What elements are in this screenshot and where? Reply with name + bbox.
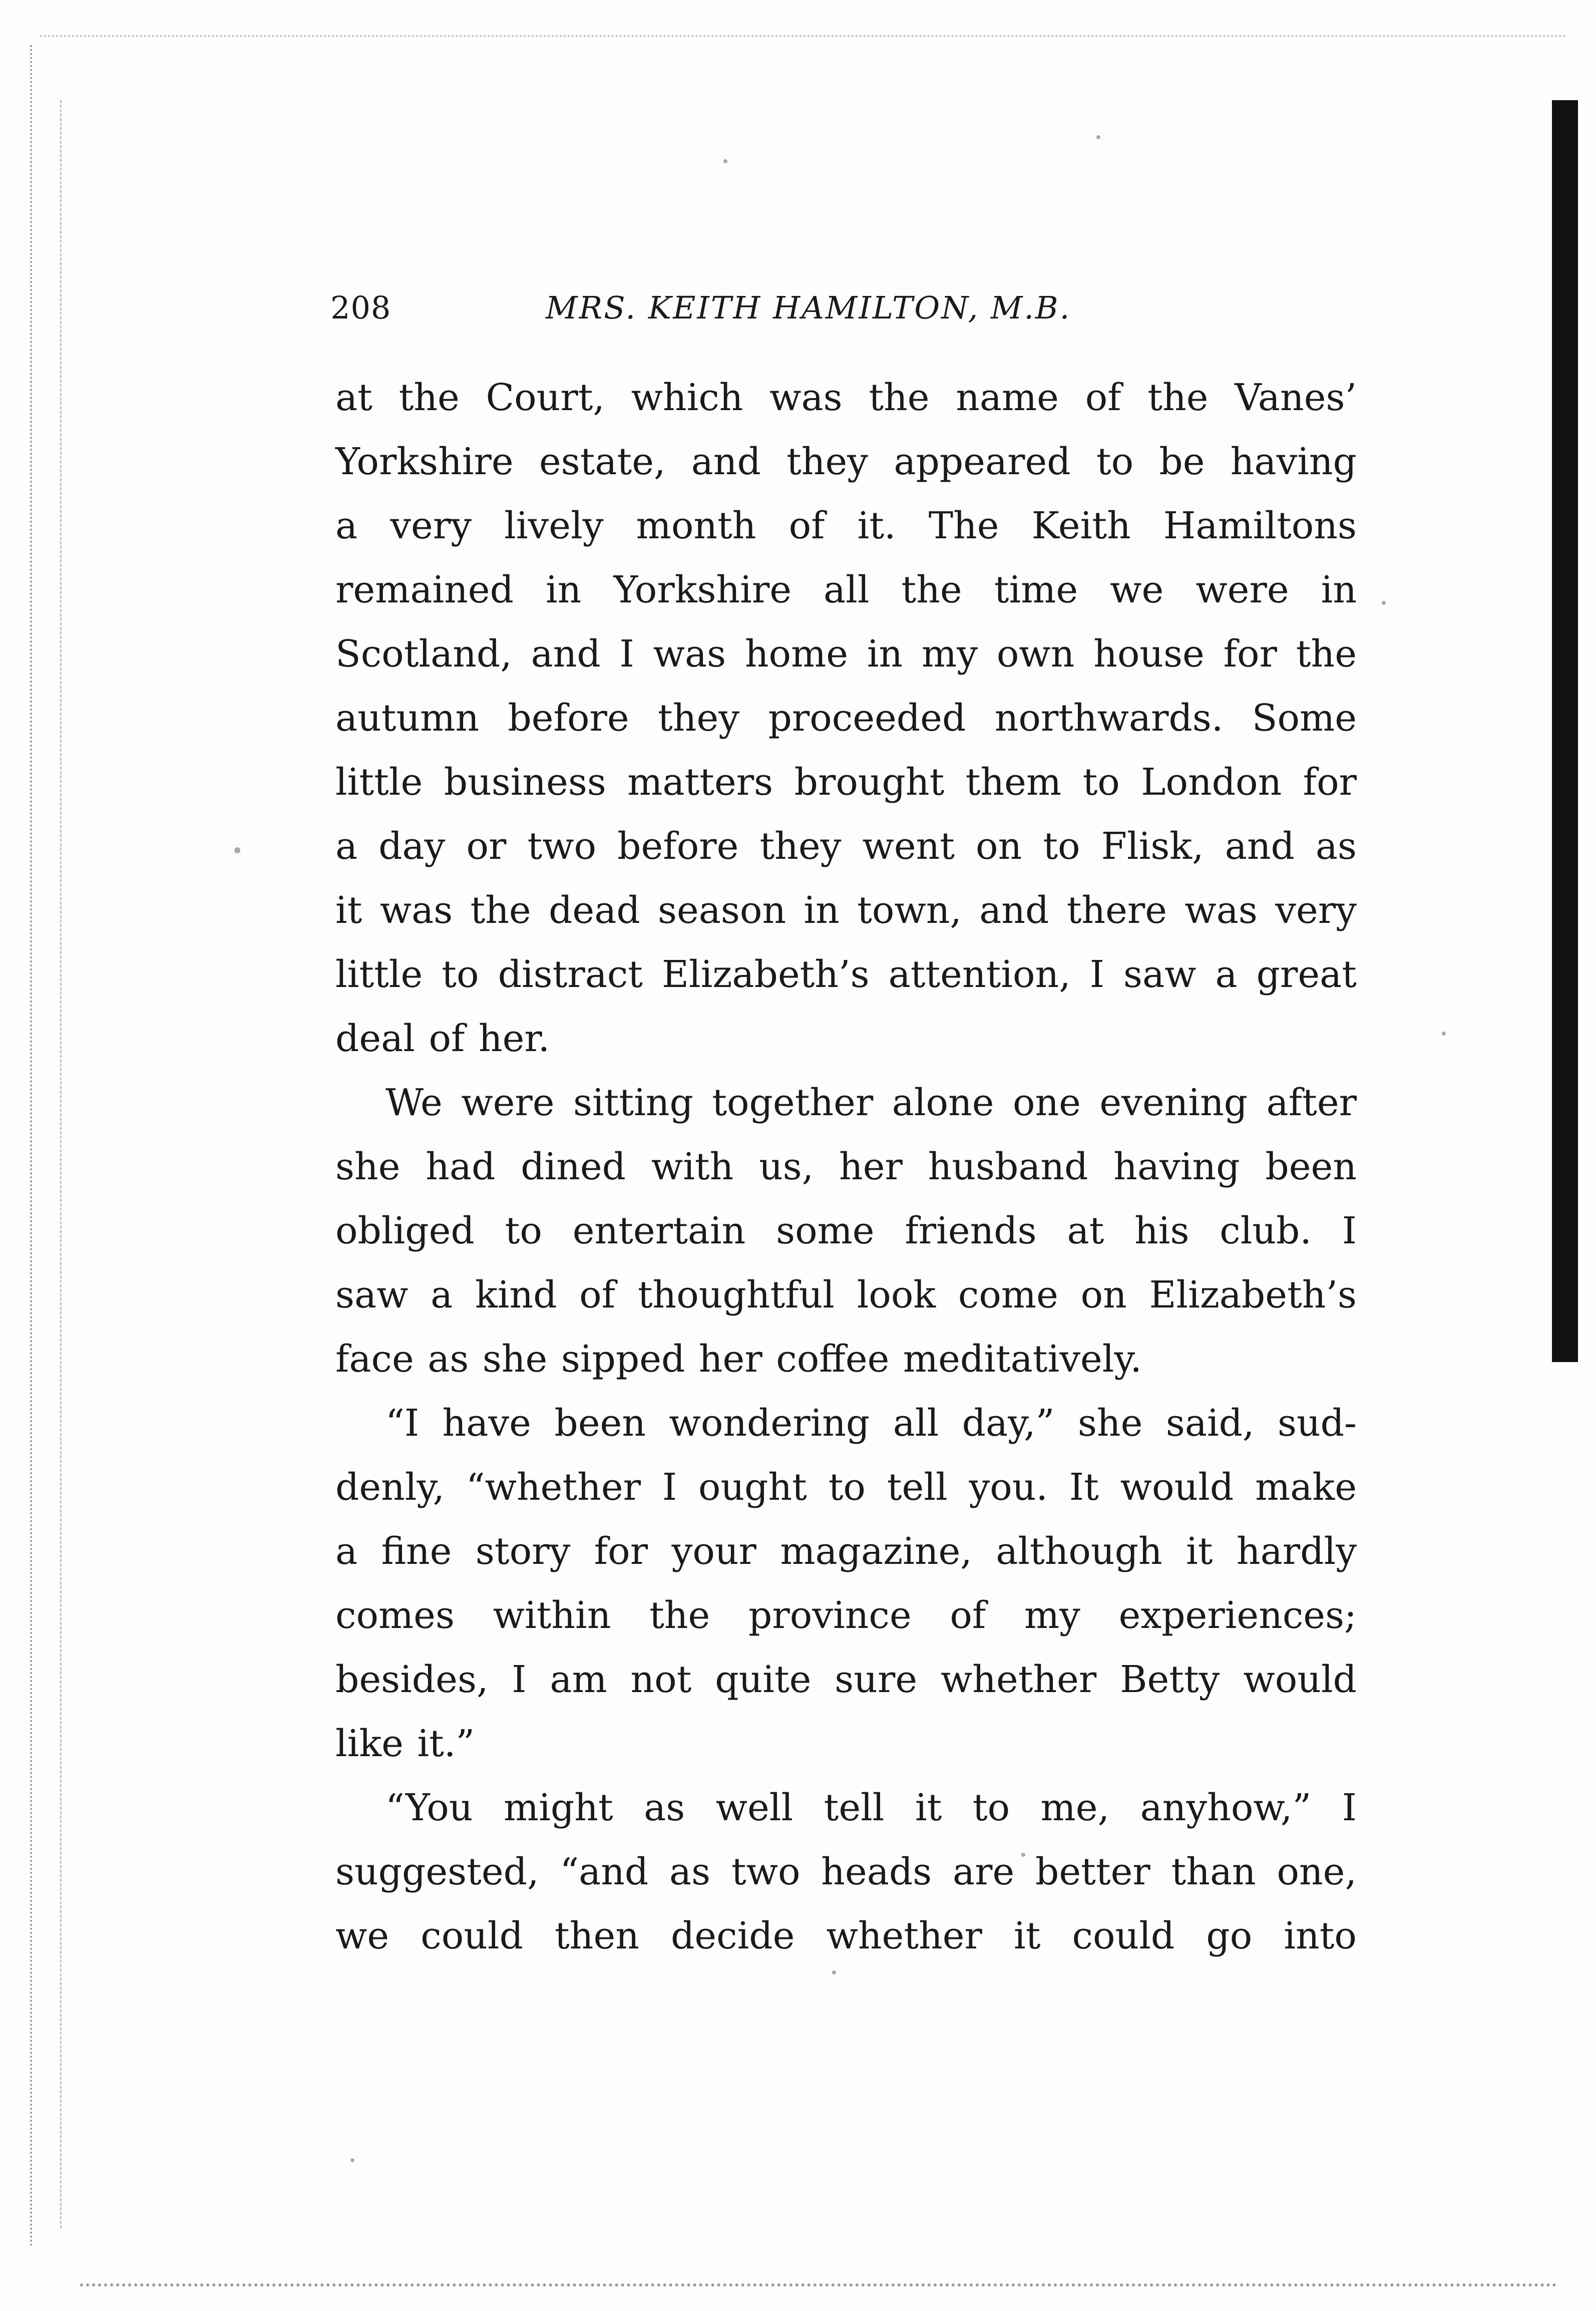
- text-line: like it.”: [335, 1722, 475, 1765]
- binding-shadow-bar: [1552, 100, 1578, 1362]
- ink-speck: [1382, 601, 1386, 605]
- running-head: MRS. KEITH HAMILTON, M.B.: [546, 289, 1071, 326]
- text-line: obliged to entertain some friends at his club. I: [335, 1209, 1357, 1252]
- scan-edge-bottom: [80, 2283, 1557, 2289]
- scan-edge-left-inner: [60, 100, 66, 2228]
- text-line: “You might as well tell it to me, anyhow,” I: [385, 1786, 1357, 1829]
- text-line: little to distract Elizabeth’s attention, I saw a great: [335, 953, 1357, 996]
- paragraph: [335, 366, 1357, 1071]
- text-line: we could then decide whether it could go into: [335, 1914, 1357, 1957]
- text-line: a day or two before they went on to Flisk, and as: [335, 825, 1357, 868]
- ink-speck: [1096, 135, 1100, 139]
- text-line: it was the dead season in town, and there was very: [335, 889, 1357, 932]
- ink-speck: [234, 847, 240, 853]
- text-line: deal of her.: [335, 1017, 550, 1060]
- text-line: besides, I am not quite sure whether Betty would: [335, 1658, 1357, 1701]
- text-line: autumn before they proceeded northwards. Some: [335, 697, 1357, 740]
- page-number: 208: [330, 289, 391, 326]
- text-line: she had dined with us, her husband having been: [335, 1145, 1357, 1188]
- ink-speck: [832, 1970, 836, 1974]
- paragraph: [335, 1391, 1357, 1776]
- ink-speck: [1442, 1032, 1446, 1036]
- text-line: suggested, “and as two heads are better than one,: [335, 1850, 1357, 1893]
- text-line: comes within the province of my experiences;: [335, 1594, 1357, 1637]
- scan-edge-top: [40, 35, 1567, 39]
- ink-speck: [723, 159, 727, 163]
- text-line: We were sitting together alone one evening after: [385, 1081, 1357, 1124]
- page-header: [330, 285, 1362, 331]
- text-line: a fine story for your magazine, although it hardly: [335, 1530, 1357, 1573]
- ink-speck: [350, 2158, 354, 2162]
- text-line: denly, “whether I ought to tell you. It would make: [335, 1466, 1357, 1509]
- text-line: a very lively month of it. The Keith Hamiltons: [335, 504, 1357, 547]
- text-line: little business matters brought them to London for: [335, 761, 1357, 804]
- text-line: remained in Yorkshire all the time we were in: [335, 568, 1357, 611]
- text-line: “I have been wondering all day,” she said, sud-: [385, 1402, 1357, 1445]
- paragraph: [335, 1071, 1357, 1391]
- text-line: face as she sipped her coffee meditatively.: [335, 1338, 1142, 1381]
- text-line: Scotland, and I was home in my own house for the: [335, 632, 1357, 676]
- text-line: saw a kind of thoughtful look come on Elizabeth’s: [335, 1273, 1357, 1316]
- paragraph: [335, 1776, 1357, 1968]
- body-text: [335, 366, 1357, 1968]
- scan-edge-left: [30, 45, 41, 2248]
- text-line: Yorkshire estate, and they appeared to be having: [335, 440, 1357, 483]
- text-line: at the Court, which was the name of the Vanes’: [335, 376, 1357, 419]
